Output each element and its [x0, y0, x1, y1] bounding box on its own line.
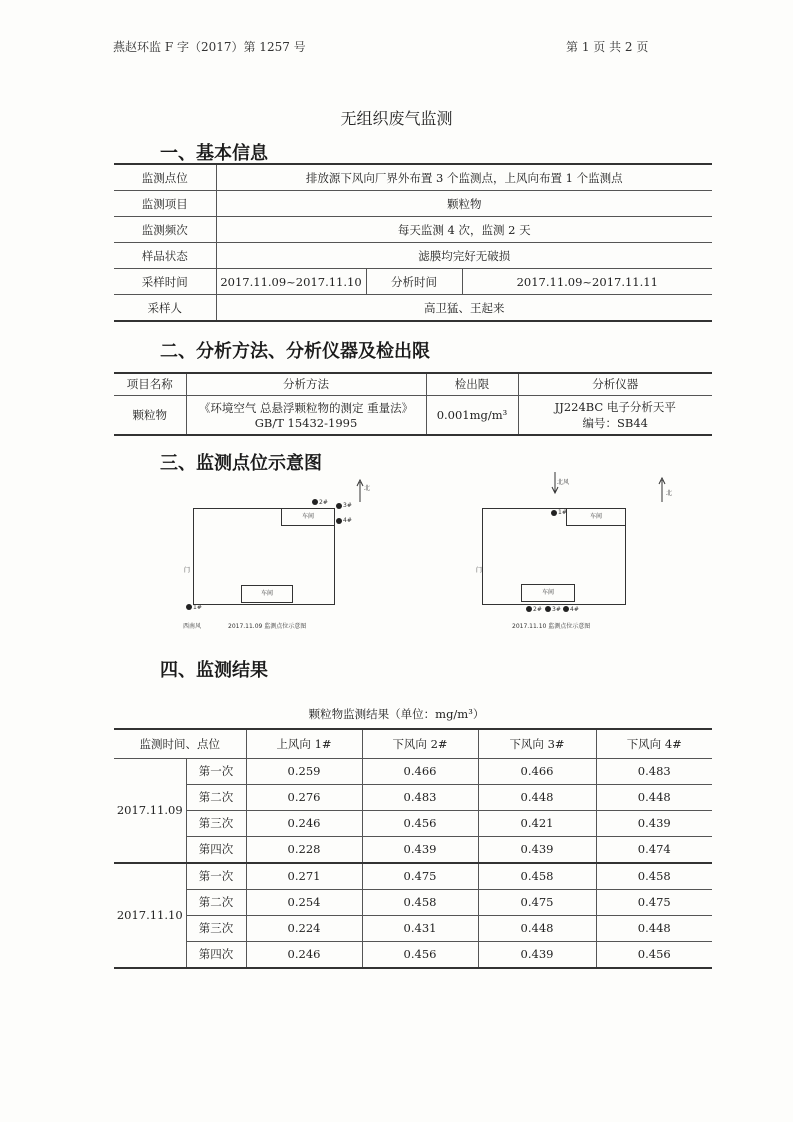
cell-label: 样品状态: [114, 243, 216, 269]
value-cell: 0.448: [596, 915, 712, 941]
monitor-point-3: [545, 606, 551, 612]
item-cell: 颗粒物: [114, 395, 186, 435]
header-cell: 下风向 3#: [478, 729, 596, 758]
cell-label: 监测频次: [114, 217, 216, 243]
results-caption: 颗粒物监测结果（单位：mg/m³）: [308, 707, 485, 721]
table-row: [114, 889, 712, 915]
time-cell: 第一次: [186, 758, 246, 784]
section-results: 四、监测结果: [160, 660, 268, 681]
limit-cell: 0.001mg/m³: [426, 395, 518, 435]
diagram-caption: 2017.11.10 监测点位示意图: [512, 623, 591, 630]
table-row: [114, 784, 712, 810]
results-table: [114, 728, 712, 969]
value-cell: 0.259: [246, 758, 362, 784]
wind-label: 北风: [557, 479, 570, 486]
table-row: [114, 941, 712, 968]
point-label: 4#: [343, 517, 352, 524]
workshop-box: 车间: [281, 508, 335, 526]
cell-label: 采样时间: [114, 269, 216, 295]
value-cell: 0.466: [478, 758, 596, 784]
document-number: 燕赵环监 F 字（2017）第 1257 号: [113, 40, 306, 54]
workshop-box: 车间: [241, 585, 293, 603]
method-cell: [186, 395, 426, 435]
section-basic-info: 一、基本信息: [160, 143, 268, 164]
value-cell: 0.475: [596, 889, 712, 915]
time-cell: 第一次: [186, 863, 246, 890]
header-cell: 下风向 4#: [596, 729, 712, 758]
value-cell: 0.439: [478, 941, 596, 968]
time-cell: 第四次: [186, 836, 246, 863]
cell-label: 分析时间: [366, 269, 462, 295]
monitor-point-1: [186, 604, 192, 610]
table-row: [114, 810, 712, 836]
time-cell: 第四次: [186, 941, 246, 968]
cell-value: 滤膜均完好无破损: [216, 243, 712, 269]
header-cell: 项目名称: [114, 373, 186, 395]
point-label: 1#: [193, 604, 202, 611]
cell-value: 2017.11.09~2017.11.11: [462, 269, 712, 295]
north-label: 北: [364, 485, 371, 492]
point-label: 2#: [319, 499, 328, 506]
point-label: 3#: [552, 606, 561, 613]
point-label: 3#: [343, 502, 352, 509]
instrument-name: JJ224BC 电子分析天平: [554, 399, 676, 414]
header-cell: 检出限: [426, 373, 518, 395]
cell-value: 排放源下风向厂界外布置 3 个监测点，上风向布置 1 个监测点: [216, 164, 712, 191]
wind-label: 西南风: [183, 623, 202, 630]
value-cell: 0.448: [478, 915, 596, 941]
table-row: [114, 915, 712, 941]
date-cell: 2017.11.10: [114, 863, 186, 968]
monitor-point-4: [336, 518, 342, 524]
value-cell: 0.475: [478, 889, 596, 915]
date-cell: 2017.11.09: [114, 758, 186, 863]
value-cell: 0.474: [596, 836, 712, 863]
time-cell: 第三次: [186, 810, 246, 836]
header-cell: 上风向 1#: [246, 729, 362, 758]
value-cell: 0.448: [596, 784, 712, 810]
section-diagram: 三、监测点位示意图: [160, 453, 322, 474]
diagram-caption: 2017.11.09 监测点位示意图: [228, 623, 307, 630]
header-cell: 下风向 2#: [362, 729, 478, 758]
point-label: 2#: [533, 606, 542, 613]
value-cell: 0.276: [246, 784, 362, 810]
value-cell: 0.439: [596, 810, 712, 836]
time-cell: 第三次: [186, 915, 246, 941]
cell-value: 高卫猛、王起来: [216, 295, 712, 322]
page-title: 无组织废气监测: [340, 109, 453, 128]
value-cell: 0.271: [246, 863, 362, 890]
point-label: 4#: [570, 606, 579, 613]
instrument-cell: [518, 395, 712, 435]
value-cell: 0.466: [362, 758, 478, 784]
value-cell: 0.483: [362, 784, 478, 810]
value-cell: 0.431: [362, 915, 478, 941]
cell-value: 每天监测 4 次，监测 2 天: [216, 217, 712, 243]
table-row: [114, 758, 712, 784]
section-method: 二、分析方法、分析仪器及检出限: [160, 341, 430, 362]
north-label: 北: [666, 490, 673, 497]
monitor-point-4: [563, 606, 569, 612]
value-cell: 0.456: [362, 810, 478, 836]
value-cell: 0.448: [478, 784, 596, 810]
cell-label: 采样人: [114, 295, 216, 322]
value-cell: 0.456: [362, 941, 478, 968]
value-cell: 0.224: [246, 915, 362, 941]
time-cell: 第二次: [186, 784, 246, 810]
cell-label: 监测项目: [114, 191, 216, 217]
value-cell: 0.228: [246, 836, 362, 863]
method-standard: GB/T 15432-1995: [254, 415, 358, 430]
workshop-box: 车间: [521, 584, 575, 602]
header-cell: 监测时间、点位: [114, 729, 246, 758]
value-cell: 0.246: [246, 810, 362, 836]
value-cell: 0.458: [478, 863, 596, 890]
table-row: [114, 863, 712, 890]
monitor-point-1: [551, 510, 557, 516]
cell-value: 2017.11.09~2017.11.10: [216, 269, 366, 295]
value-cell: 0.254: [246, 889, 362, 915]
monitor-point-2: [312, 499, 318, 505]
value-cell: 0.456: [596, 941, 712, 968]
monitor-point-3: [336, 503, 342, 509]
value-cell: 0.439: [478, 836, 596, 863]
value-cell: 0.246: [246, 941, 362, 968]
instrument-id: 编号：SB44: [582, 415, 648, 430]
cell-label: 监测点位: [114, 164, 216, 191]
value-cell: 0.483: [596, 758, 712, 784]
method-name: 《环境空气 总悬浮颗粒物的测定 重量法》: [198, 400, 414, 415]
basic-info-table: [114, 163, 712, 322]
door-label: 门: [476, 567, 483, 574]
table-row: [114, 836, 712, 863]
point-label: 1#: [558, 509, 567, 516]
value-cell: 0.439: [362, 836, 478, 863]
page-number: 第 1 页 共 2 页: [566, 40, 649, 54]
time-cell: 第二次: [186, 889, 246, 915]
monitor-point-2: [526, 606, 532, 612]
value-cell: 0.458: [362, 889, 478, 915]
cell-value: 颗粒物: [216, 191, 712, 217]
workshop-box: 车间: [566, 508, 626, 526]
door-label: 门: [184, 567, 191, 574]
header-cell: 分析方法: [186, 373, 426, 395]
method-table: [114, 372, 712, 436]
header-cell: 分析仪器: [518, 373, 712, 395]
value-cell: 0.421: [478, 810, 596, 836]
value-cell: 0.475: [362, 863, 478, 890]
value-cell: 0.458: [596, 863, 712, 890]
